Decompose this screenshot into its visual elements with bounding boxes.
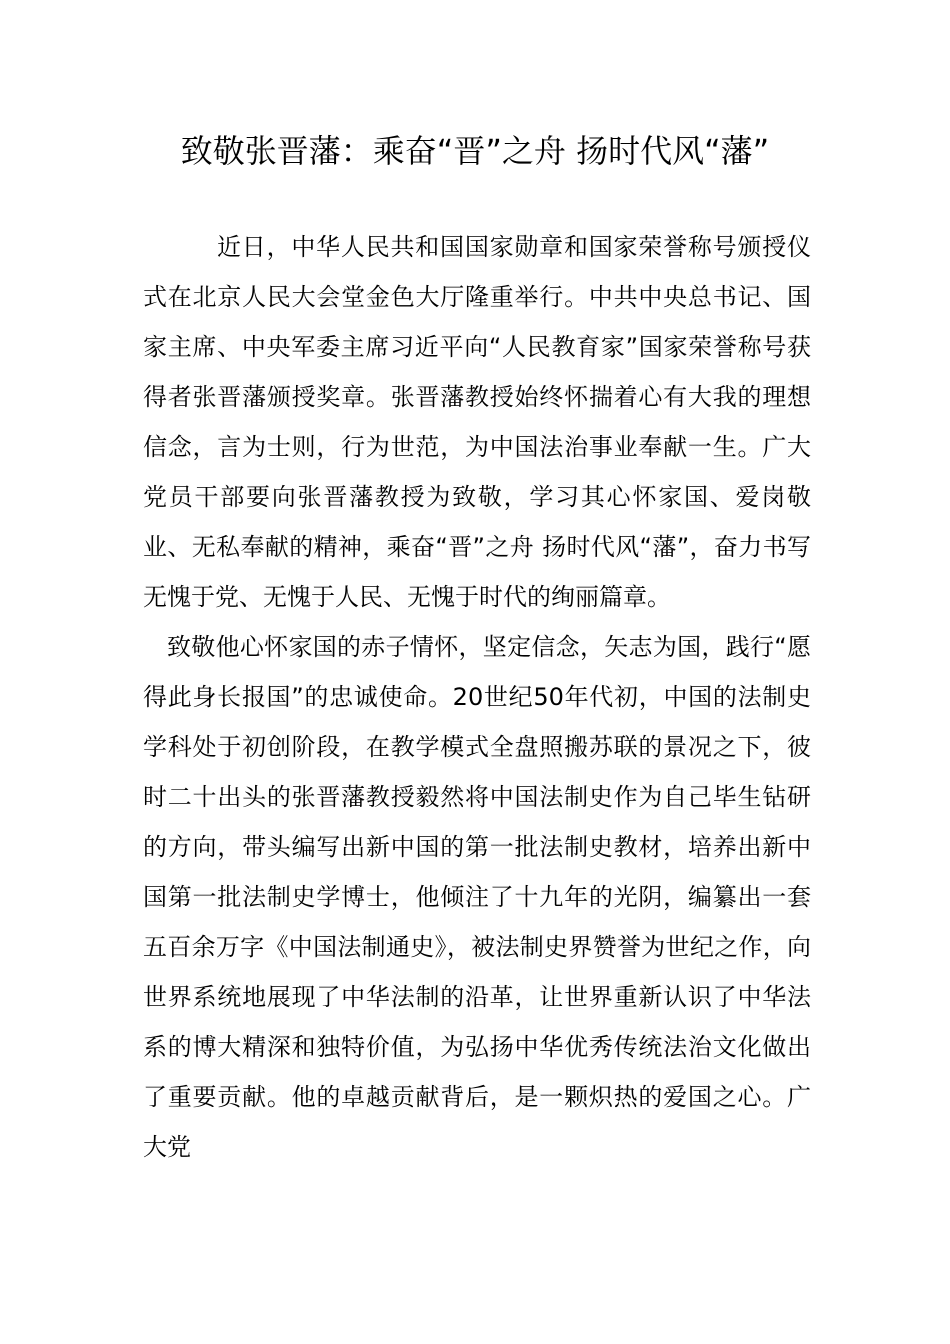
- paragraph-intro: 近日，中华人民共和国国家勋章和国家荣誉称号颁授仪式在北京人民大会堂金色大厅隆重举行。中共中央总书记、国家主席、中央军委主席习近平向“人民教育家”国家荣誉称号获得者张晋藩颁授奖章。张晋藩教授始终怀揣着心有大我的理想信念，言为士则，行为世范，为中国法治事业奉献一生。广大党员干部要向张晋藩教授为致敬，学习其心怀家国、爱岗敬业、无私奉献的精神，乘奋“晋”之舟 扬时代风“藩”，奋力书写无愧于党、无愧于人民、无愧于时代的绚丽篇章。: [143, 233, 811, 611]
- document-body: [143, 222, 811, 1172]
- document-title: 致敬张晋藩：乘奋“晋”之舟 扬时代风“藩”: [180, 132, 770, 170]
- paragraph-patriotism: 致敬他心怀家国的赤子情怀，坚定信念，矢志为国，践行“愿得此身长报国”的忠诚使命。20世纪50年代初，中国的法制史学科处于初创阶段，在教学模式全盘照搬苏联的景况之下，彼时二十出头的张晋藩教授毅然将中国法制史作为自己毕生钻研的方向，带头编写出新中国的第一批法制史教材，培养出新中国第一批法制史学博士，他倾注了十九年的光阴，编纂出一套五百余万字《中国法制通史》，被法制史界赞誉为世纪之作，向世界系统地展现了中华法制的沿革，让世界重新认识了中华法系的博大精深和独特价值，为弘扬中华优秀传统法治文化做出了重要贡献。他的卓越贡献背后，是一颗炽热的爱国之心。广大党: [143, 633, 811, 1161]
